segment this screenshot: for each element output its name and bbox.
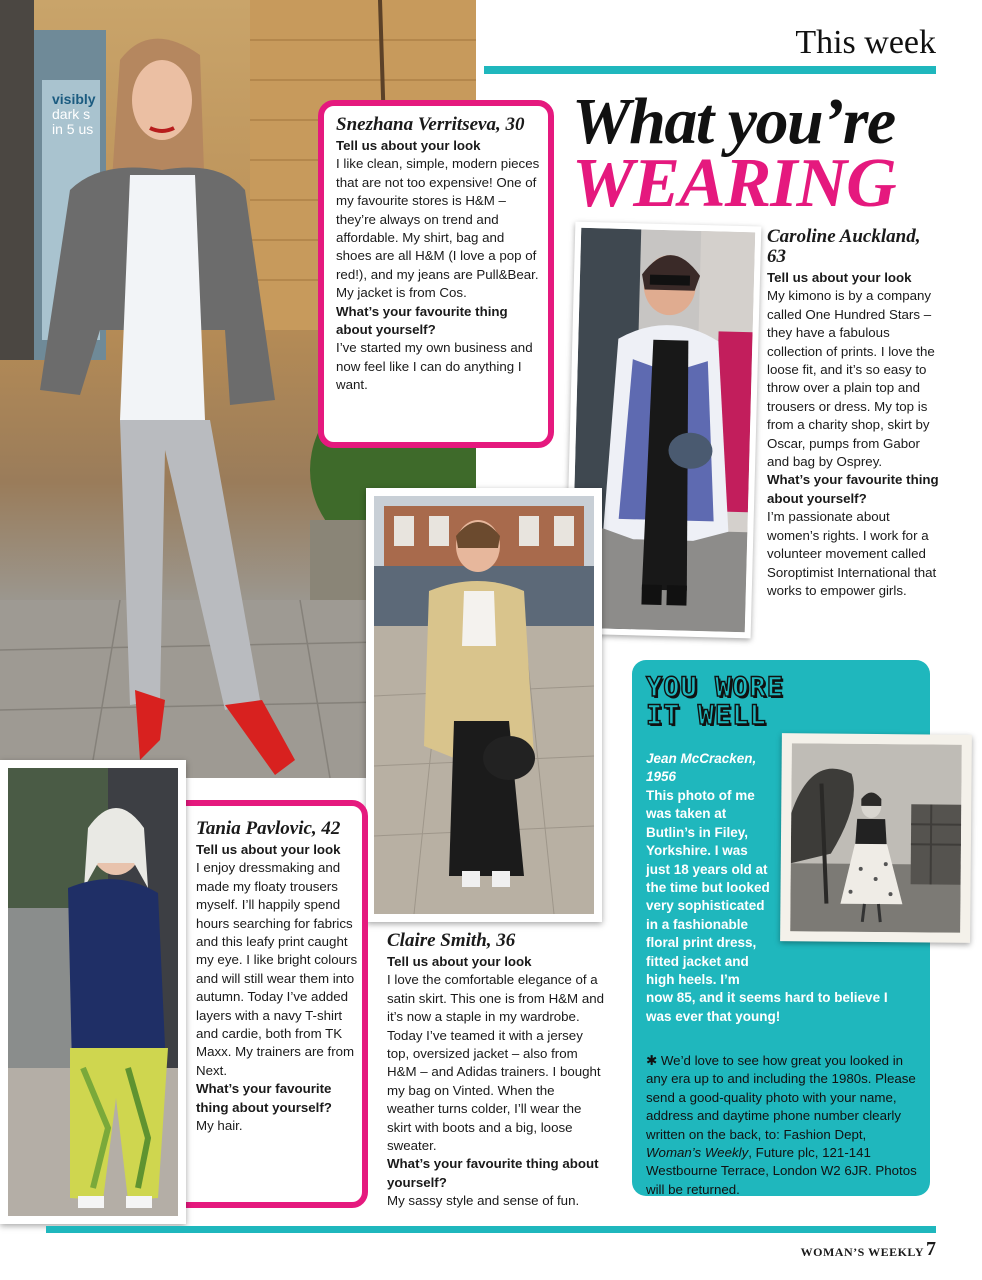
shop-sign xyxy=(52,92,96,137)
tania-answer-2: My hair. xyxy=(196,1118,243,1134)
tania-name: Tania Pavlovic, 42 xyxy=(196,818,341,839)
yww-title-line-2: IT WELL xyxy=(646,700,767,731)
yww-title-line-1: YOU WORE xyxy=(646,672,785,703)
profile-claire xyxy=(387,931,605,1211)
shop-sign-line-2: dark s xyxy=(52,106,91,122)
shop-sign-line-1: visibly xyxy=(52,91,96,107)
photo-claire-frame xyxy=(366,488,602,922)
snezhana-question-1: Tell us about your look xyxy=(336,138,481,153)
caroline-answer-2: I’m passionate about women’s rights. I work for a volunteer movement called Soroptimist International that works to empower girls. xyxy=(767,509,937,598)
headline-line-2: WEARING xyxy=(572,145,896,222)
jean-story-wrapped: This photo of me was taken at Butlin’s in Filey, Yorkshire. I was just 18 years old at the time but looked very sophisticated in a fashionable floral print dress, fitted jacket and high heels. I’m xyxy=(646,788,770,988)
profile-caroline xyxy=(767,227,939,600)
footer-magazine: WOMAN’S WEEKLY xyxy=(800,1245,924,1259)
photo-jean xyxy=(790,743,962,932)
profile-snezhana xyxy=(336,115,542,395)
caroline-answer-1: My kimono is by a company called One Hundred Stars – they have a fabulous collection of prints. I love the loose fit, and it’s so easy to throw over a plain top and trousers or dress. My top is from a charity shop, skirt by Oscar, pumps from Gabor and bag by Osprey. xyxy=(767,288,935,470)
footer-rule xyxy=(46,1226,936,1233)
jean-story-full: now 85, and it seems hard to believe I was ever that young! xyxy=(646,990,888,1024)
profile-tania xyxy=(196,819,358,1136)
you-wore-it-well-title xyxy=(646,674,784,730)
page-number: 7 xyxy=(926,1238,936,1260)
appeal-text-1: We’d love to see how great you looked in any era up to and including the 1980s. Please send a good-quality photo with your name, address and daytime phone number clearly written on the back, to: Fashion Dept, xyxy=(646,1053,916,1142)
snezhana-answer-2: I’ve started my own business and now feel like I can do anything I want. xyxy=(336,340,533,393)
section-title: This week xyxy=(795,24,936,61)
claire-answer-2: My sassy style and sense of fun. xyxy=(387,1193,580,1209)
snezhana-question-2: What’s your favourite thing about yourself? xyxy=(336,303,508,338)
caroline-question-2: What’s your favourite thing about yourself? xyxy=(767,472,939,506)
photo-tania xyxy=(8,768,178,1216)
jean-name: Jean McCracken, 1956 xyxy=(646,751,757,785)
appeal-magazine: Woman’s Weekly xyxy=(646,1145,749,1161)
header-rule xyxy=(484,66,936,74)
shop-sign-line-3: in 5 us xyxy=(52,121,94,137)
snezhana-answer-1: I like clean, simple, modern pieces that are not too expensive! One of my favourite stores is H&M – they’re always on trend and affordable. My shirt, bag and shoes are all H&M (I love a pop of red!), and my jeans are Pull&Bear. My jacket is from Cos. xyxy=(336,156,540,301)
claire-name: Claire Smith, 36 xyxy=(387,930,516,951)
caroline-question-1: Tell us about your look xyxy=(767,270,912,285)
tania-answer-1: I enjoy dressmaking and made my floaty trousers myself. I’ll happily spend hours searching for fabrics and this leafy print caught my eye. I like bright colours and will still wear them into autumn. Today I’ve added layers with a navy T-shirt and cardie, both from TK Maxx. My trainers are from Next. xyxy=(196,860,358,1078)
photo-jean-frame xyxy=(780,733,972,943)
photo-claire xyxy=(374,496,594,914)
caroline-name: Caroline Auckland, 63 xyxy=(767,226,921,267)
headline-line-1: What you’re xyxy=(572,85,895,158)
claire-question-1: Tell us about your look xyxy=(387,954,532,969)
tania-question-1: Tell us about your look xyxy=(196,842,341,857)
claire-answer-1: I love the comfortable elegance of a satin skirt. This one is from H&M and it’s now a staple in my wardrobe. Today I’ve teamed it with a jersey top, oversized jacket – also from H&M – and Adidas trainers. I bought my bag on Vinted. When the weather turns colder, I’ll wear the skirt with boots and a big, loose sweater. xyxy=(387,972,605,1154)
claire-question-2: What’s your favourite thing about yourself? xyxy=(387,1156,599,1190)
tania-question-2: What’s your favourite thing about yourself? xyxy=(196,1081,332,1115)
photo-tania-frame xyxy=(0,760,186,1224)
submission-appeal xyxy=(646,1052,922,1199)
star-icon: ✱ xyxy=(646,1053,658,1068)
snezhana-name: Snezhana Verritseva, 30 xyxy=(336,114,525,135)
appeal-text-2: , Future plc, 121-141 Westbourne Terrace, London W2 6JR. Photos will be returned. xyxy=(646,1145,917,1197)
